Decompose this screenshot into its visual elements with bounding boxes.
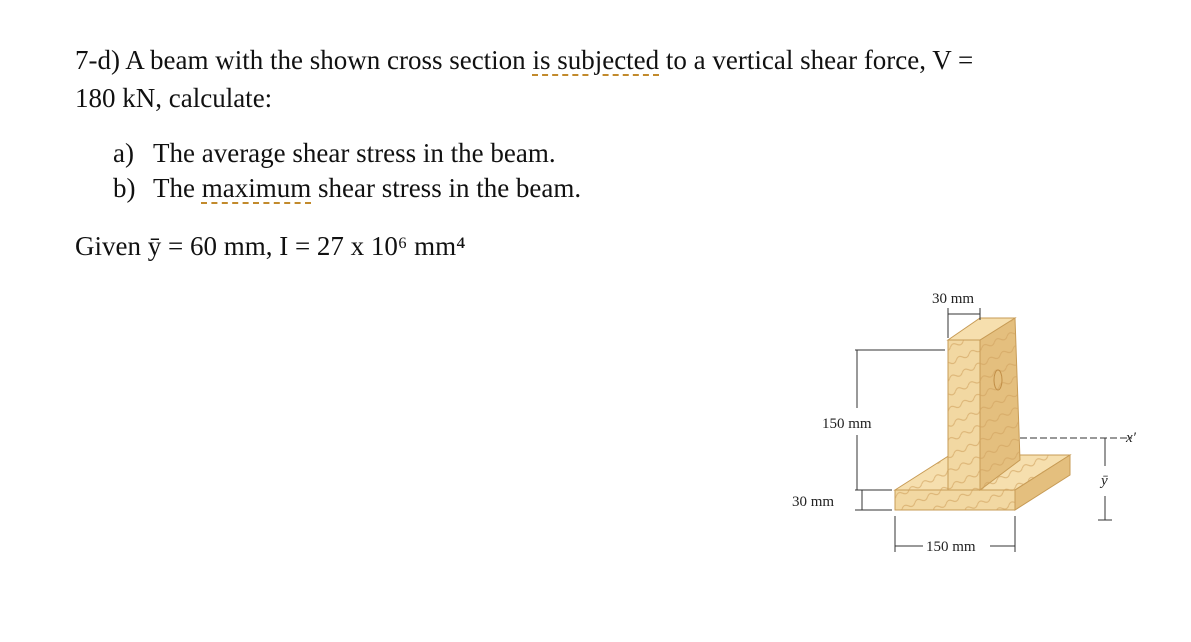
flange-thickness-label: 30 mm	[792, 494, 835, 510]
flange-width-label: 150 mm	[926, 539, 976, 555]
question-item-a	[113, 137, 556, 169]
spellcheck-flagged-text[interactable]: maximum	[201, 173, 312, 203]
question-text-prefix: The	[153, 173, 202, 203]
web-block	[948, 318, 1020, 490]
problem-statement-line-1	[75, 44, 973, 76]
problem-text-suffix: to a vertical shear force, V =	[659, 45, 974, 75]
t-beam-figure	[780, 280, 1140, 580]
spellcheck-flagged-text[interactable]: is subjected	[532, 45, 660, 75]
problem-text-prefix: 7-d) A beam with the shown cross section	[75, 45, 533, 75]
height-label: 150 mm	[822, 416, 872, 432]
question-label: b)	[113, 173, 136, 203]
web-width-label: 30 mm	[932, 291, 975, 307]
flange-thickness-dimension	[855, 490, 892, 510]
question-text-suffix: shear stress in the beam.	[311, 173, 582, 203]
axis-label: x′	[1126, 430, 1136, 446]
question-label: a)	[113, 138, 134, 168]
centroid-label: ȳ	[1101, 473, 1108, 489]
question-text: The average shear stress in the beam.	[153, 138, 556, 168]
question-item-b	[113, 172, 581, 204]
given-values: Given ȳ = 60 mm, I = 27 x 10⁶ mm⁴	[75, 231, 466, 261]
problem-statement-line-2: 180 kN, calculate:	[75, 83, 273, 113]
t-beam-drawing	[780, 280, 1140, 580]
